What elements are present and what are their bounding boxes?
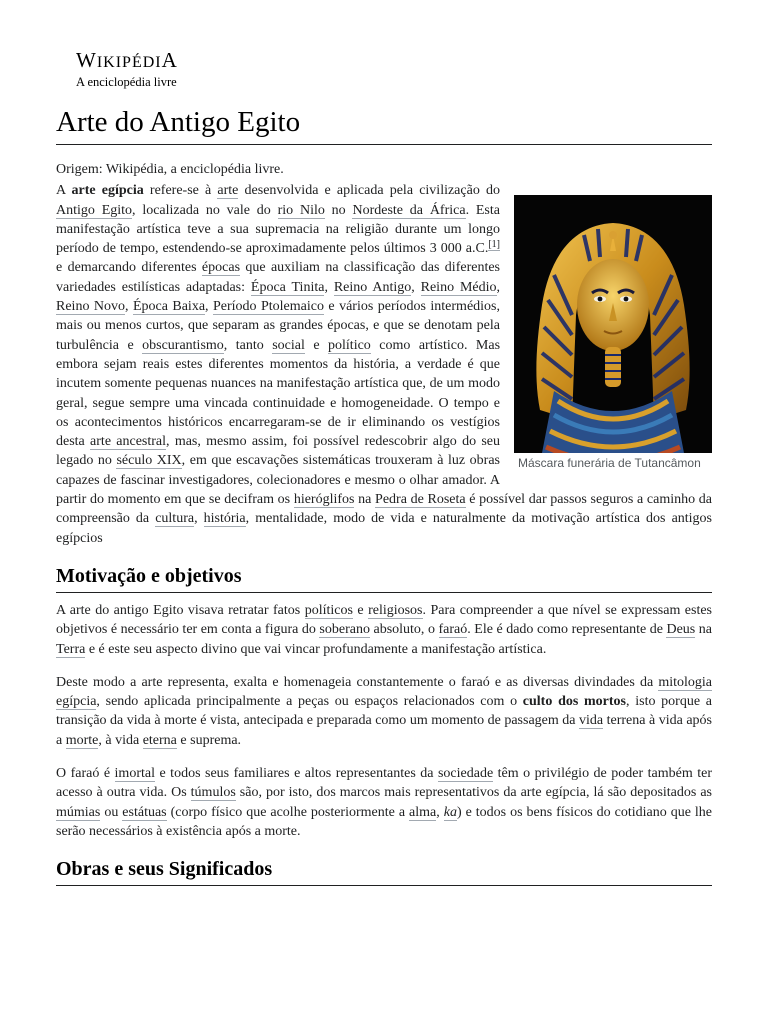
link-historia[interactable]: história <box>203 511 246 527</box>
section-heading-motivacao: Motivação e objetivos <box>56 562 712 593</box>
link-epoca-tinita[interactable]: Época Tinita <box>250 279 325 295</box>
link-politico[interactable]: político <box>328 337 371 353</box>
link-mumias[interactable]: múmias <box>56 804 101 820</box>
link-epoca-baixa[interactable]: Época Baixa <box>132 299 206 315</box>
link-obscurantismo[interactable]: obscurantismo <box>142 337 224 353</box>
link-antigo-egito[interactable]: Antigo Egito <box>56 202 133 218</box>
link-reino-medio[interactable]: Reino Médio <box>420 279 497 295</box>
link-tumulos[interactable]: túmulos <box>190 785 236 801</box>
link-estatuas[interactable]: estátuas <box>122 804 167 820</box>
link-imortal[interactable]: imortal <box>114 766 155 782</box>
link-vida[interactable]: vida <box>579 713 604 729</box>
link-rio-nilo[interactable]: rio Nilo <box>277 202 325 218</box>
paragraph-motivacao-3: O faraó é imortal e todos seus familiares e altos representantes da sociedade têm o privilégio de poder também ter acesso à outra vida. Os túmulos são, por isto, dos marcos mais representativos da arte egípcia, lá são depositados as múmias ou estátuas (corpo físico que acolhe posteriormente a alma, ka) e todos os bens físicos do cotidiano que lhe serão necessários à existência após a morte. <box>56 766 713 839</box>
link-cultura[interactable]: cultura <box>155 511 195 527</box>
link-morte[interactable]: morte <box>65 732 99 748</box>
reference-1[interactable]: [1] <box>488 238 500 250</box>
link-sociedade[interactable]: sociedade <box>437 766 494 782</box>
wikipedia-logo[interactable] <box>76 50 178 90</box>
paragraph-motivacao-2: Deste modo a arte representa, exalta e homenageia constantemente o faraó e as diversas divindades da mitologia egípcia, sendo aplicada principalmente a peças ou espaços relacionados com o culto dos mortos, isto porque a transição da vida à morte é vista, antecipada e preparada como um momento de passagem da vida terrena à vida após a morte, à vida eterna e suprema. <box>56 674 712 748</box>
logo-wordmark: WIKIPÉDIA <box>76 48 178 72</box>
link-epocas[interactable]: épocas <box>201 260 241 276</box>
article-content <box>56 160 712 894</box>
link-reino-antigo[interactable]: Reino Antigo <box>333 279 412 295</box>
intro-paragraph: A arte egípcia refere-se à arte desenvolvida e aplicada pela civilização do Antigo Egito, localizada no vale do rio Nilo no Nordeste da África. Esta manifestação artística teve a sua supremacia na religião durante um longo período de tempo, estendendo-se aproximadamente pelos últimos 3 000 a.C.[1] e demarcando diferentes épocas que auxiliam na classificação das diferentes variedades estilísticas adaptadas: Época Tinita, Reino Antigo, Reino Médio, Reino Novo, Época Baixa, Período Ptolemaico e vários períodos intermédios, mais ou menos curtos, que separam as grandes épocas, e que se denotam pela turbulência e obscurantismo, tanto social e político como artístico. Mas embora sejam reais estes diferentes momentos da história, a verdade é que incutem somente pequenas nuances na manifestação artística que, de um modo geral, segue sempre uma vincada continuidade e homogeneidade. O tempo e os acontecimentos históricos encarregaram-se de ir eliminando os vestígios desta arte ancestral, mas, mesmo assim, foi possível redescobrir algo do seu legado no século XIX, em que escavações sistemáticas trouxeram à luz obras capazes de fascinar investigadores, colecionadores e mesmo o olhar amador. A partir do momento em que se decifram os hieróglifos na Pedra de Roseta é possível dar passos seguros a caminho da compreensão da cultura, história, mentalidade, modo de vida e naturalmente da motivação artística dos antigos egípcios <box>56 183 713 546</box>
link-politicos[interactable]: políticos <box>304 602 353 618</box>
origin-line: Origem: Wikipédia, a enciclopédia livre. <box>56 162 284 177</box>
link-periodo-ptolemaico[interactable]: Período Ptolemaico <box>213 299 324 315</box>
link-religiosos[interactable]: religiosos <box>368 602 423 618</box>
figure-caption: Máscara funerária de Tutancâmon <box>518 456 701 471</box>
link-deus[interactable]: Deus <box>666 622 696 638</box>
paragraph-motivacao-1: A arte do antigo Egito visava retratar fatos políticos e religiosos. Para compreender a que nível se expressam estes objetivos é necessário ter em conta a figura do soberano absoluto, o faraó. Ele é dado como representante de Deus na Terra e é este seu aspecto divino que vai vincar profundamente a manifestação artística. <box>56 602 713 657</box>
link-eterna[interactable]: eterna <box>142 732 177 748</box>
link-arte[interactable]: arte <box>217 183 239 199</box>
logo-tagline: A enciclopédia livre <box>76 75 177 89</box>
link-social[interactable]: social <box>272 337 305 353</box>
link-alma[interactable]: alma <box>409 804 437 820</box>
link-farao[interactable]: faraó <box>438 622 468 638</box>
link-ka[interactable]: ka <box>443 804 457 820</box>
figure-tutankhamun-mask <box>514 195 712 472</box>
link-reino-novo[interactable]: Reino Novo <box>56 299 125 315</box>
link-arte-ancestral[interactable]: arte ancestral <box>90 434 167 450</box>
link-nordeste-africa[interactable]: Nordeste da África <box>352 202 466 218</box>
link-hieroglifos[interactable]: hieróglifos <box>293 492 355 508</box>
link-seculo-xix[interactable]: século XIX <box>116 453 182 469</box>
link-terra[interactable]: Terra <box>56 641 86 657</box>
section-heading-obras: Obras e seus Significados <box>56 855 712 886</box>
tutankhamun-mask-image[interactable] <box>514 195 712 453</box>
page-title: Arte do Antigo Egito <box>56 102 712 145</box>
link-mitologia-egipcia[interactable]: mitologia egípcia <box>56 674 712 710</box>
link-soberano[interactable]: soberano <box>319 622 370 638</box>
link-pedra-roseta[interactable]: Pedra de Roseta <box>375 492 466 508</box>
